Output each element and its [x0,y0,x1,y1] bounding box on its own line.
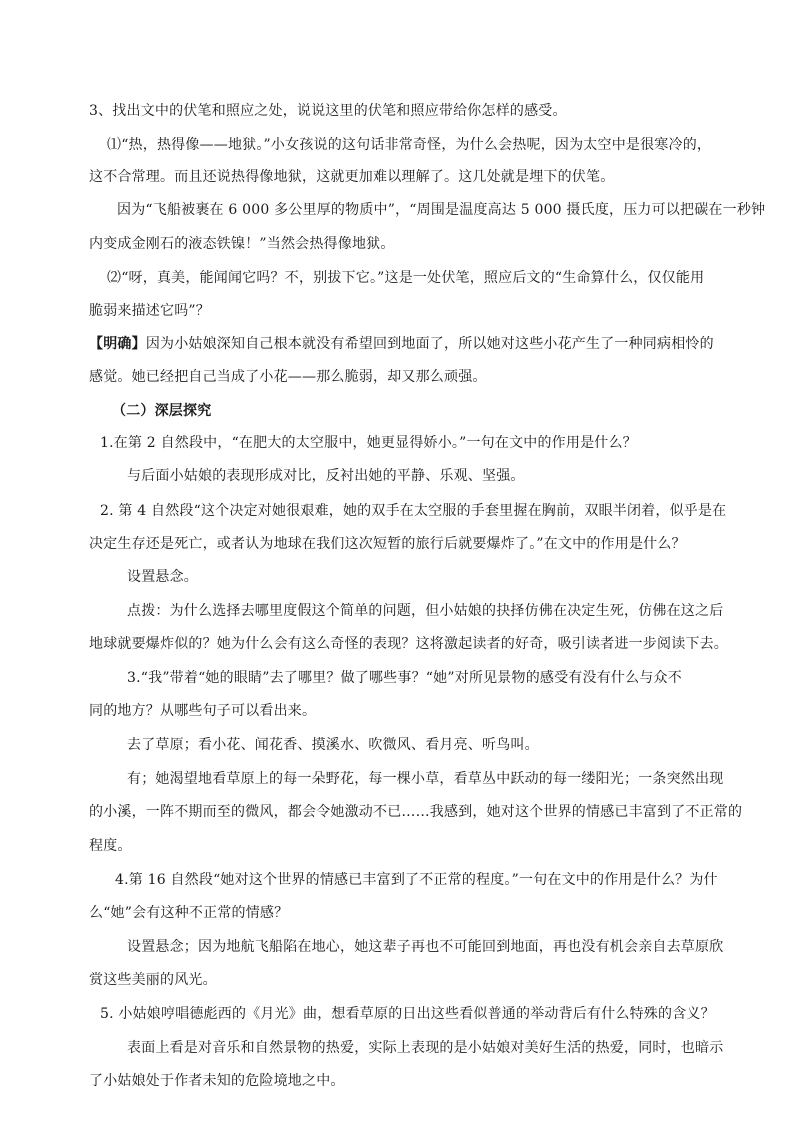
answer-5-cont: 了小姑娘处于作者未知的危险境地之中。 [89,1073,345,1089]
answer-3-detail-end: 程度。 [89,838,132,854]
paragraph-line: ⑴“热，热得像——地狱。”小女孩说的这句话非常奇怪，为什么会热呢，因为太空中是很寒冷的， [107,137,712,153]
answer-4: 设置悬念；因为地航飞船陷在地心，她这辈子再也不可能回到地面，再也没有机会亲自去草原欣 [127,939,724,955]
clarify-tag: 【明确】 [89,336,146,352]
question-3: 3.“我”带着“她的眼睛”去了哪里？做了哪些事？“她”对所见景物的感受有没有什么与众不 [127,670,682,686]
question-5: 5. 小姑娘哼唱德彪西的《月光》曲，想看草原的日出这些看似普通的举动背后有什么特殊的含义？ [100,1006,715,1022]
answer-5: 表面上看是对音乐和自然景物的热爱，实际上表现的是小姑娘对美好生活的热爱，同时，也暗示 [127,1040,724,1056]
answer-4-cont: 赏这些美丽的风光。 [89,972,217,988]
question-2-cont: 决定生存还是死亡，或者认为地球在我们这次短暂的旅行后就要爆炸了。”在文中的作用是什么？ [89,536,686,552]
answer-3: 去了草原；看小花、闻花香、摸溪水、吹微风、看月亮、听鸟叫。 [127,737,539,753]
answer-3-detail: 有；她渴望地看草原上的每一朵野花，每一棵小草，看草丛中跃动的每一缕阳光；一条突然出现 [127,771,724,787]
paragraph-line: 这不合常理。而且还说热得像地狱，这就更加难以理解了。这几处就是埋下的伏笔。 [89,169,615,185]
answer-2-hint: 点拨：为什么选择去哪里度假这个简单的问题，但小姑娘的抉择仿佛在决定生死，仿佛在这之后 [127,603,724,619]
answer-3-detail-cont: 的小溪，一阵不期而至的微风，都会令她激动不已……我感到，她对这个世界的情感已丰富到了不正常的 [89,804,743,820]
section-heading: （二）深层探究 [112,403,212,419]
paragraph-line: 内变成金刚石的液态铁镍！”当然会热得像地狱。 [89,236,395,252]
question-3-cont: 同的地方？从哪些句子可以看出来。 [89,703,317,719]
question-4-cont: 么“她”会有这种不正常的情感？ [89,905,289,921]
clarify-text: 因为小姑娘深知自己根本就没有希望回到地面了，所以她对这些小花产生了一种同病相怜的 [145,336,714,352]
question-1: 1.在第 2 自然段中，“在肥大的太空服中，她更显得娇小。”一句在文中的作用是什么？ [100,435,637,451]
paragraph-line: ⑵“呀，真美，能闻闻它吗？不，别拔下它。”这是一处伏笔，照应后文的“生命算什么，仅仅能用 [107,270,705,286]
answer-1: 与后面小姑娘的表现形成对比，反衬出她的平静、乐观、坚强。 [127,468,525,484]
clarify-paragraph [89,334,714,354]
question-3-title: 3、找出文中的伏笔和照应之处，说说这里的伏笔和照应带给你怎样的感受。 [89,103,567,119]
answer-2-hint-cont: 地球就要爆炸似的？她为什么会有这么奇怪的表现？这将激起读者的好奇，吸引读者进一步阅读下去。 [89,636,728,652]
question-2: 2. 第 4 自然段“这个决定对她很艰难，她的双手在太空服的手套里握在胸前，双眼半闭着，似乎是在 [100,503,727,519]
paragraph-line: 感觉。她已经把自己当成了小花——那么脆弱，却又那么顽强。 [89,369,487,385]
question-4: 4.第 16 自然段“她对这个世界的情感已丰富到了不正常的程度。”一句在文中的作用是什么？为什 [115,872,718,888]
paragraph-line: 脆弱来描述它吗”？ [89,303,210,319]
paragraph-line: 因为“飞船被裹在 6 000 多公里厚的物质中”，“周围是温度高达 5 000 摄氏度，压力可以把碳在一秒钟 [117,202,766,218]
answer-2: 设置悬念。 [127,569,198,585]
